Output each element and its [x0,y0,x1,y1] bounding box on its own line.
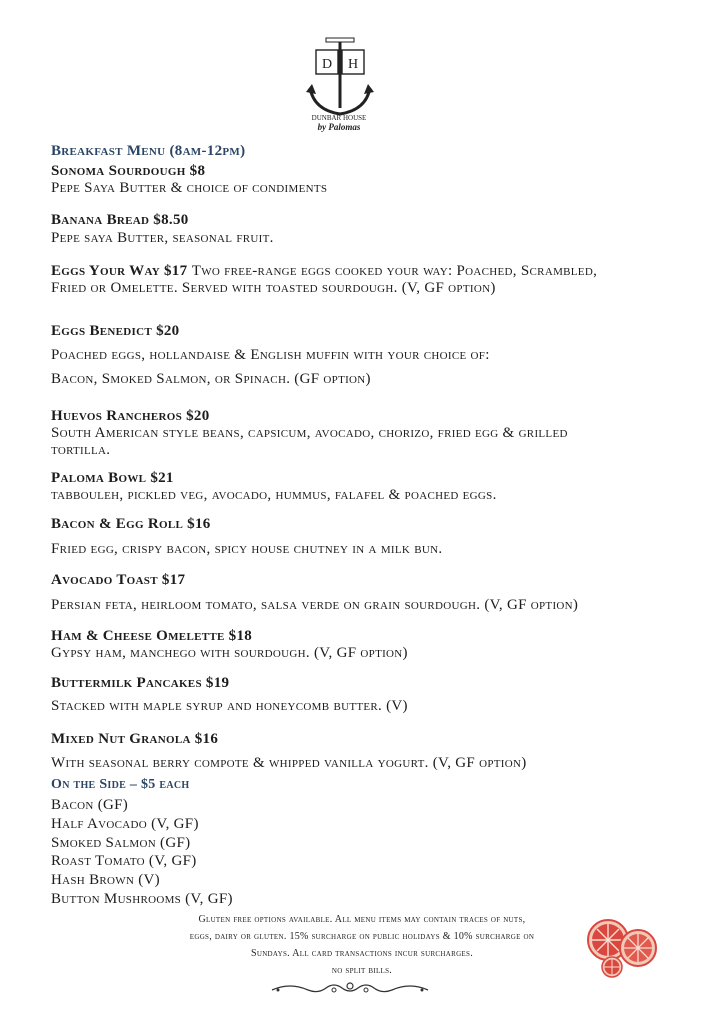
side-item: Roast Tomato (V, GF) [51,853,197,869]
logo-by: by Palomas [317,122,361,132]
item-desc: South American style beans, capsicum, avocado, chorizo, fried egg & grilled [51,425,568,441]
item-desc: Pepe Saya Butter & choice of condiments [51,180,328,196]
item-title: Banana Bread $8.50 [51,212,189,228]
footer-line: Gluten free options available. All menu items may contain traces of nuts, [198,914,526,925]
item-title: Sonoma Sourdough $8 [51,163,206,179]
footer-line: eggs, dairy or gluten. 15% surcharge on public holidays & 10% surcharge on [189,931,535,942]
sides-heading: On the Side – $5 each [51,777,190,792]
item-row-eggs-your-way [51,262,597,280]
item-desc: Bacon, Smoked Salmon, or Spinach. (GF option) [51,371,371,387]
footer-note [158,911,566,979]
item-desc: Fried or Omelette. Served with toasted sourdough. (V, GF option) [51,280,496,296]
logo-letter-right: H [347,57,359,72]
item-desc: Stacked with maple syrup and honeycomb butter. (V) [51,698,408,714]
item-desc: With seasonal berry compote & whipped vanilla yogurt. (V, GF option) [51,755,527,771]
item-title: Eggs Your Way $17 [51,263,188,279]
side-item: Bacon (GF) [51,797,129,813]
side-item: Button Mushrooms (V, GF) [51,891,233,907]
item-desc: tortilla. [51,442,111,458]
item-desc: Poached eggs, hollandaise & English muffin with your choice of: [51,347,490,363]
item-desc: Pepe saya Butter, seasonal fruit. [51,230,274,246]
item-title: Eggs Benedict $20 [51,323,180,339]
anchor-logo-icon [300,36,380,152]
item-desc: Fried egg, crispy bacon, spicy house chutney in a milk bun. [51,541,443,557]
item-title: Mixed Nut Granola $16 [51,731,219,747]
footer-line: no split bills. [331,965,393,976]
item-title: Bacon & Egg Roll $16 [51,516,211,532]
item-desc: Persian feta, heirloom tomato, salsa verde on grain sourdough. (V, GF option) [51,597,579,613]
side-item: Hash Brown (V) [51,872,160,888]
footer-line: Sundays. All card transactions incur surcharges. [250,948,473,959]
item-title: Avocado Toast $17 [51,572,186,588]
item-title: Buttermilk Pancakes $19 [51,675,230,691]
flourish-divider-icon [270,978,430,1003]
side-item: Smoked Salmon (GF) [51,835,191,851]
menu-heading: Breakfast Menu (8am-12pm) [51,143,246,159]
item-title: Ham & Cheese Omelette $18 [51,628,253,644]
item-title: Paloma Bowl $21 [51,470,174,486]
logo-letter-left: D [321,57,333,72]
logo-brand: DUNBAR HOUSE [311,114,367,122]
logo-text [296,114,382,132]
side-item: Half Avocado (V, GF) [51,816,199,832]
item-desc: Two free-range eggs cooked your way: Poached, Scrambled, [191,263,598,279]
item-title: Huevos Rancheros $20 [51,408,210,424]
item-desc: tabbouleh, pickled veg, avocado, hummus, falafel & poached eggs. [51,487,497,503]
grapefruit-slices-icon [582,910,662,985]
item-desc: Gypsy ham, manchego with sourdough. (V, GF option) [51,645,408,661]
